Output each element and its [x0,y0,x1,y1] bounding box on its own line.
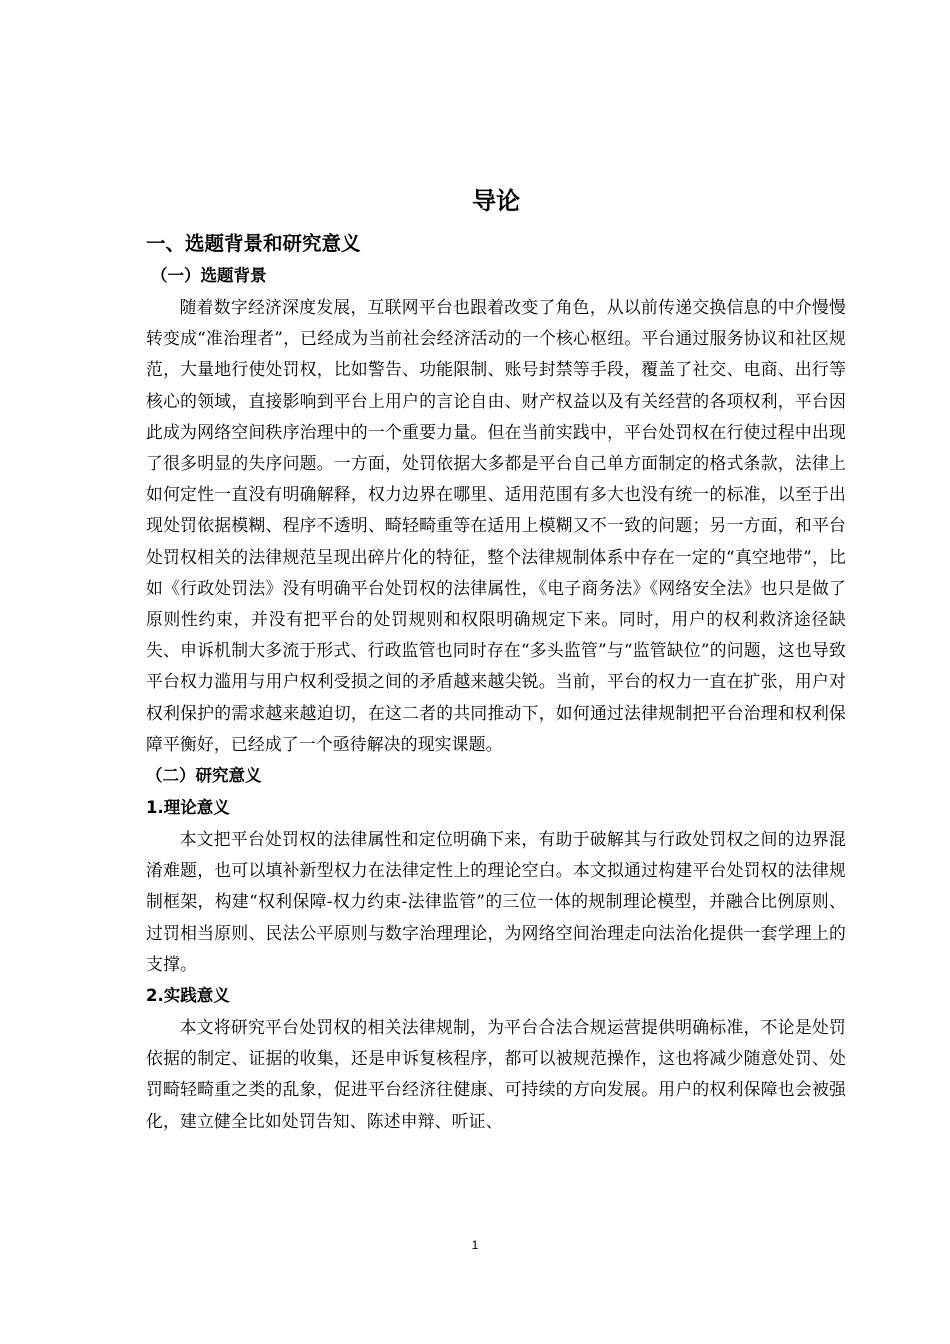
practical-significance-paragraph: 本文将研究平台处罚权的相关法律规制，为平台合法合规运营提供明确标准，不论是处罚依据的制定、证据的收集，还是申诉复核程序，都可以被规范操作，这也将减少随意处罚、处罚畸轻畸重之类的乱象，促进平台经济往健康、可持续的方向发展。用户的权利保障也会被强化，建立健全比如处罚告知、陈述申辩、听证、 [146,1017,846,1131]
theoretical-significance-paragraph: 本文把平台处罚权的法律属性和定位明确下来，有助于破解其与行政处罚权之间的边界混淆难题，也可以填补新型权力在法律定性上的理论空白。本文拟通过构建平台处罚权的法律规制框架，构建“权利保障-权力约束-法律监管”的三位一体的规制理论模型，并融合比例原则、过罚相当原则、民法公平原则与数字治理理论，为网络空间治理走向法治化提供一套学理上的支撑。 [146,829,846,974]
subsection-heading-significance: （二）研究意义 [146,766,262,786]
background-paragraph: 随着数字经济深度发展，互联网平台也跟着改变了角色，从以前传递交换信息的中介慢慢转变成“准治理者”，已经成为当前社会经济活动的一个核心枢纽。平台通过服务协议和社区规范，大量地行使处罚权，比如警告、功能限制、账号封禁等手段，覆盖了社交、电商、出行等核心的领域，直接影响到平台上用户的言论自由、财产权益以及有关经营的各项权利，平台因此成为网络空间秩序治理中的一个重要力量。但在当前实践中，平台处罚权在行使过程中出现了很多明显的失序问题。一方面，处罚依据大多都是平台自己单方面制定的格式条款，法律上如何定性一直没有明确解释，权力边界在哪里、适用范围有多大也没有统一的标准，以至于出现处罚依据模糊、程序不透明、畸轻畸重等在适用上模糊又不一致的问题；另一方面，和平台处罚权相关的法律规范呈现出碎片化的特征，整个法律规制体系中存在一定的“真空地带”，比如《行政处罚法》没有明确平台处罚权的法律属性，《电子商务法》《网络安全法》也只是做了原则性约束，并没有把平台的处罚规则和权限明确规定下来。同时，用户的权利救济途径缺失、申诉机制大多流于形式、行政监管也同时存在“多头监管”与“监管缺位”的问题，这也导致平台权力滥用与用户权利受损之间的矛盾越来越尖锐。当前，平台的权力一直在扩张，用户对权利保护的需求越来越迫切，在这二者的共同推动下，如何通过法律规制把平台治理和权利保障平衡好，已经成了一个亟待解决的现实课题。 [146,297,846,754]
heading-theoretical-significance: 1.理论意义 [146,798,230,818]
page-body [146,184,846,1137]
heading-practical-significance: 2.实践意义 [146,986,230,1006]
subsection-heading-background: （一）选题背景 [151,266,267,285]
page-number: 1 [471,1238,479,1252]
document-title: 导论 [472,187,520,215]
section-heading-background-significance: 一、选题背景和研究意义 [146,232,361,255]
